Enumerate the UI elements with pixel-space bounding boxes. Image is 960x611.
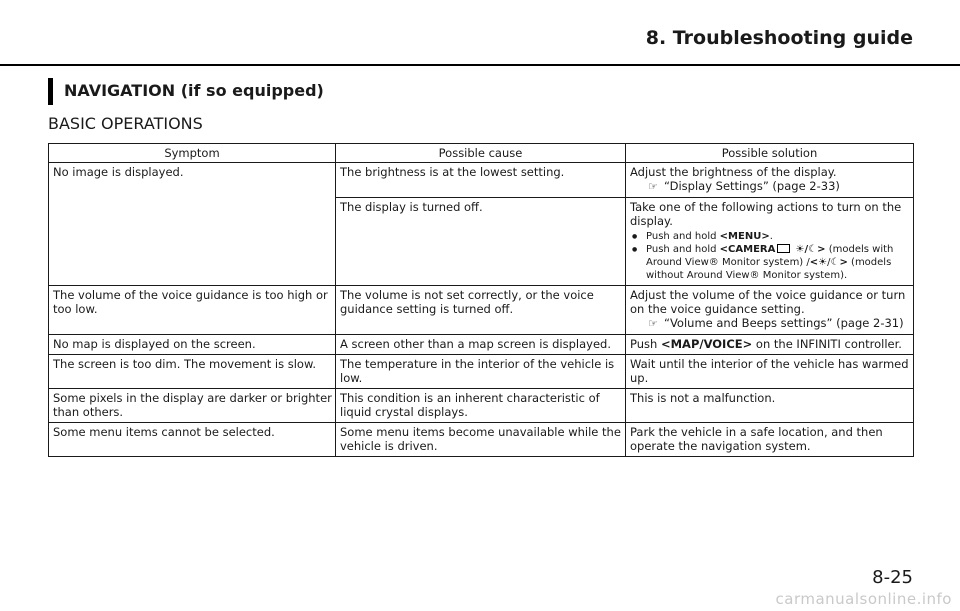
reference-hand-icon: ☞ <box>648 180 658 193</box>
table-row <box>49 355 914 389</box>
watermark[interactable]: carmanualsonline.info <box>775 590 952 608</box>
cause-cell: Some menu items become unavailable while the vehicle is driven. <box>336 423 626 457</box>
header-divider <box>0 64 960 66</box>
troubleshooting-table <box>48 143 914 457</box>
subsection-title: BASIC OPERATIONS <box>48 114 203 133</box>
page-number: 8-25 <box>872 567 913 588</box>
list-item: ● Push and hold <MENU>. <box>630 230 910 243</box>
page-reference <box>630 316 910 331</box>
cause-cell: This condition is an inherent characteristic of liquid crystal displays. <box>336 389 626 423</box>
symptom-cell: The screen is too dim. The movement is slow. <box>49 355 336 389</box>
page-reference <box>630 179 910 194</box>
section-title: NAVIGATION (if so equipped) <box>64 81 324 100</box>
table-row <box>49 163 914 198</box>
cause-cell: The temperature in the interior of the vehicle is low. <box>336 355 626 389</box>
section-marker-bar <box>48 78 53 105</box>
symptom-cell: Some menu items cannot be selected. <box>49 423 336 457</box>
cause-cell: The volume is not set correctly, or the voice guidance setting is turned off. <box>336 286 626 335</box>
reference-text: “Volume and Beeps settings” (page 2-31) <box>664 316 904 330</box>
solution-cell: This is not a malfunction. <box>626 389 914 423</box>
solution-cell <box>626 286 914 335</box>
header-possible-solution: Possible solution <box>626 144 914 163</box>
table-row <box>49 389 914 423</box>
cause-cell: A screen other than a map screen is displayed. <box>336 335 626 355</box>
symptom-cell: No image is displayed. <box>49 163 336 286</box>
sun-icon: ☀ <box>795 244 805 255</box>
camera-icon <box>777 244 790 253</box>
solution-text: Take one of the following actions to turn on the display. <box>630 200 902 228</box>
cause-cell: The brightness is at the lowest setting. <box>336 163 626 198</box>
reference-hand-icon: ☞ <box>648 317 658 330</box>
solution-cell: Wait until the interior of the vehicle has warmed up. <box>626 355 914 389</box>
header-symptom: Symptom <box>49 144 336 163</box>
table-row <box>49 335 914 355</box>
sun-icon: ☀ <box>818 257 828 268</box>
symptom-cell: No map is displayed on the screen. <box>49 335 336 355</box>
cause-cell: The display is turned off. <box>336 198 626 286</box>
solution-text: Adjust the volume of the voice guidance or turn on the voice guidance setting. <box>630 288 906 316</box>
reference-text: “Display Settings” (page 2-33) <box>664 179 840 193</box>
symptom-cell: Some pixels in the display are darker or brighter than others. <box>49 389 336 423</box>
table-row <box>49 423 914 457</box>
header-possible-cause: Possible cause <box>336 144 626 163</box>
symptom-cell: The volume of the voice guidance is too high or too low. <box>49 286 336 335</box>
crescent-moon-icon: ☾ <box>808 244 818 255</box>
solution-cell <box>626 163 914 198</box>
table-header-row <box>49 144 914 163</box>
chapter-title: 8. Troubleshooting guide <box>645 27 913 49</box>
crescent-moon-icon: ☾ <box>830 257 840 268</box>
solution-cell <box>626 198 914 286</box>
list-item: ● Push and hold <CAMERA ☀/☾> (models with Around View® Monitor system) /<☀/☾> (models without Around View® Monitor system). <box>630 243 910 282</box>
solution-text: Adjust the brightness of the display. <box>630 165 837 179</box>
action-list <box>630 230 910 282</box>
solution-cell: Park the vehicle in a safe location, and then operate the navigation system. <box>626 423 914 457</box>
solution-cell: Push <MAP/VOICE> on the INFINITI controller. <box>626 335 914 355</box>
table-row <box>49 286 914 335</box>
